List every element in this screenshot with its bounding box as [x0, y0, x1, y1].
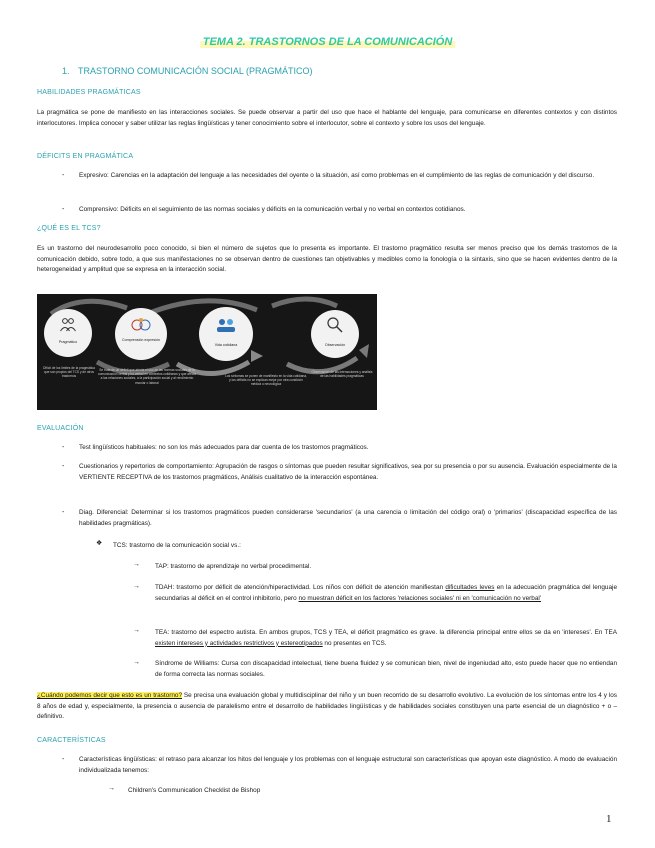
caracteristicas-linguisticas: Características lingüísticas: el retraso para alcanzar los hitos del lenguaje y los problemas con el lenguaje estructural son características que apoyan este diagnóstico. A modo de evaluación individualizada tenemos:	[79, 756, 617, 774]
bullet-dash: -	[62, 206, 65, 213]
que-es-text: Es un trastorno del neurodesarrollo poco conocido, si bien el número de sujetos que lo presenta es importante. El trastorno pragmático resulta ser menos preciso que los demás trastornos de la comunicación debido, sobre todo, a que sus manifestaciones no se observan dentro de cuestiones tan objetivables y medibles como la fonología o la sintaxis, sino que se hacen evidentes dentro de la heterogeneidad y amplitud que se expresa en la interacción social.	[37, 245, 617, 273]
habilidades-heading: HABILIDADES PRAGMÁTICAS	[37, 89, 141, 96]
page-number: 1	[606, 813, 612, 825]
section-label: TRASTORNO COMUNICACIÓN SOCIAL (PRAGMÁTICO)	[78, 66, 313, 76]
comparison-tdah	[155, 583, 617, 604]
que-es-heading: ¿QUÉ ES EL TCS?	[37, 225, 101, 232]
caracteristicas-heading: CARACTERÍSTICAS	[37, 737, 106, 744]
infographic-step-desc: Difícil de los límites de la pragmática que son propios del TCS y de otros trastornos	[43, 366, 95, 379]
underlined-text: no muestran déficit en los factores 'relaciones sociales' ni en 'comunicación no verbal'	[298, 594, 542, 602]
bullet-dash: -	[62, 756, 65, 763]
infographic-step-desc: Los síntomas se ponen de manifiesto en la vida cotidiana, y los déficits no se explican mejor por otra condición médica o neurológica	[225, 374, 307, 387]
tcs-vs-label: TCS: trastorno de la comunicación social vs.:	[113, 542, 241, 549]
infographic-step-label: Vida cotidiana	[214, 343, 238, 347]
infographic-step-desc: Observación de las interacciones y análisis de las habilidades pragmáticas	[311, 370, 373, 379]
habilidades-text: La pragmática se pone de manifiesto en las interacciones sociales. Se puede observar a partir del uso que hace el hablante del lenguaje, para comunicarse en diferentes contextos y con distintos interlocutores. Implica conocer y saber utilizar las reglas lingüísticas y tener conocimiento sobre el interlocutor, sobre el contexto y sobre los usos del lenguaje.	[37, 109, 617, 127]
comparison-text: Síndrome de Williams: Cursa con discapacidad intelectual, tiene buena fluidez y se comunican bien, nivel de ingeniudad alto, esto puede hacer que no entiendan de forma correcta las normas sociales.	[155, 660, 617, 678]
evaluacion-heading: EVALUACIÓN	[37, 425, 84, 432]
bullet-dash: -	[62, 444, 65, 451]
people-icon	[59, 316, 77, 334]
arrow-bullet: →	[133, 659, 140, 666]
infographic-step-label: Comprensión expresión	[122, 338, 160, 342]
bullet-dash: -	[62, 509, 65, 516]
trastorno-question-paragraph	[37, 691, 617, 723]
deficit-expresivo: Expresivo: Carencias en la adaptación del lenguaje a las necesidades del oyente o la situación, así como problemas en el cumplimiento de las reglas de comunicación y del discurso.	[79, 172, 595, 179]
eval-diag-diferencial: Diag. Diferencial: Determinar si los trastornos pragmáticos pueden considerarse 'secundarios' (a una carencia o limitación del código oral) o 'primarios' (discapacidad específica de las habilidades pragmáticas).	[79, 509, 617, 527]
question-answer: Se precisa una evaluación global y multidisciplinar del niño y un buen recorrido de su desarrollo evolutivo. La evolución de los síntomas entre los 4 y los 8 años de edad y, especialmente, la presencia o ausencia de paralelismo entre el desarrollo de habilidades lingüísticas y de habilidades sociales constituyen una parte esencial de un diagnóstico + o – definitivo.	[37, 692, 617, 720]
infographic-step-label: Observación	[324, 343, 346, 347]
search-icon	[325, 316, 345, 334]
bullet-dash: -	[62, 172, 65, 179]
tcs-infographic	[37, 294, 377, 410]
comparison-tap	[155, 562, 617, 573]
comparison-text: en la adecuación pragmática del lenguaje secundarias al déficit en el control inhibitorio, pero	[155, 584, 618, 602]
infographic-step-label: Pragmático	[58, 340, 78, 344]
underlined-text: existen intereses y actividades restrictivos y estereotipados	[155, 639, 323, 647]
diamond-bullet: ❖	[96, 540, 103, 547]
eval-test-linguisticos: Test lingüísticos habituales: no son los más adecuados para dar cuenta de los trastornos pragmáticos.	[79, 444, 369, 451]
arrow-bullet: →	[133, 583, 140, 590]
highlighted-question: ¿Cuándo podemos decir que esto es un trastorno?	[37, 692, 183, 699]
brain-icon	[130, 316, 152, 334]
chat-icon	[215, 316, 237, 334]
section-heading-1	[62, 66, 313, 76]
arrow-bullet: →	[133, 627, 140, 634]
arrow-bullet: →	[133, 561, 140, 568]
comparison-text: TEA: trastorno del espectro autista. En ambos grupos, TCS y TEA, el déficit pragmático es grave. la diferencia principal entre ellos se da en 'intereses'. En TEA	[155, 629, 617, 636]
comparison-text: TDAH: trastorno por déficit de atención/hiperactividad. Los niños con déficit de atención manifiestan	[155, 584, 446, 591]
comparison-tea	[155, 628, 617, 649]
comparison-williams	[155, 659, 617, 680]
deficits-heading: DÉFICITS EN PRAGMÁTICA	[37, 153, 134, 160]
underlined-text: dificultades leves	[445, 584, 495, 591]
section-number: 1.	[62, 66, 70, 76]
infographic-step-desc: Se trata de un déficit que afecta el uso de las normas sociales de la comunicación verbal y no verbal en contextos cotidianos y que afecta a las relaciones sociales, a la participación social y al rendimiento escolar o laboral	[98, 368, 196, 385]
bullet-dash: -	[62, 463, 65, 470]
arrow-bullet: →	[108, 785, 115, 792]
deficit-comprensivo: Comprensivo: Déficits en el seguimiento de las normas sociales y déficits en la comunicación verbal y no verbal en contextos cotidianos.	[79, 206, 466, 213]
ccc-bishop: Children's Communication Checklist de Bishop	[128, 787, 261, 794]
eval-cuestionarios: Cuestionarios y repertorios de comportamiento: Agrupación de rasgos o síntomas que pueden resultar significativos, sea por su presencia o por su ausencia. Evaluación especialmente de la VERTIENTE RECEPTIVA de los trastornos pragmáticos, Análisis cualitativo de la interacción espontánea.	[79, 463, 617, 481]
comparison-text: no presentes en TCS.	[322, 639, 387, 647]
comparison-text: TAP: trastorno de aprendizaje no verbal procedimental.	[155, 563, 312, 570]
page-title: TEMA 2. TRASTORNOS DE LA COMUNICACIÓN	[200, 36, 456, 48]
